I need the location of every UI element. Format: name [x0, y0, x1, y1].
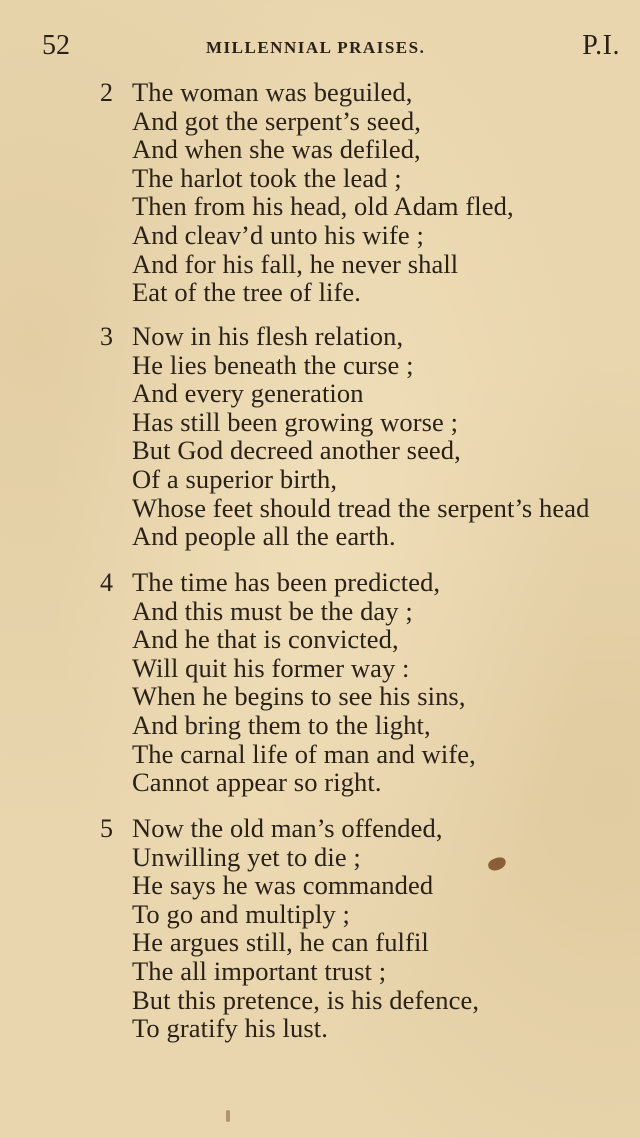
verse-line: And for his fall, he never shall: [132, 248, 459, 279]
verse-number: 3: [100, 322, 113, 351]
verse-line: Unwilling yet to die ;: [132, 841, 361, 872]
verse-line: Whose feet should tread the serpent’s head: [132, 492, 590, 523]
verse-line: And cleav’d unto his wife ;: [132, 219, 424, 250]
verse-number: 4: [100, 568, 113, 597]
stanza-lines: [132, 814, 479, 1043]
verse-line: The carnal life of man and wife,: [132, 738, 476, 769]
ink-blot: [487, 856, 507, 872]
verse-line: But God decreed another seed,: [132, 435, 461, 466]
verse-line: And people all the earth.: [132, 521, 396, 552]
verse-line: And bring them to the light,: [132, 709, 431, 740]
verse-line: The time has been predicted,: [132, 567, 441, 597]
page-header: [40, 30, 620, 64]
paper-mark: [226, 1110, 230, 1122]
verse-line: When he begins to see his sins,: [132, 681, 466, 712]
verse-line: To gratify his lust.: [132, 1013, 328, 1044]
verse-line: And got the serpent’s seed,: [132, 105, 421, 136]
verse-line: Now the old man’s offended,: [132, 813, 443, 843]
verse-line: Of a superior birth,: [132, 463, 338, 494]
verse-line: To go and multiply ;: [132, 898, 351, 929]
verse-line: He says he was commanded: [132, 870, 434, 901]
verse-line: Eat of the tree of life.: [132, 277, 362, 308]
verse-number: 2: [100, 78, 113, 107]
page-number: 52: [42, 30, 70, 61]
verse-line: Will quit his former way :: [132, 652, 410, 683]
verse-line: But this pretence, is his defence,: [132, 984, 480, 1015]
part-mark: P.I.: [582, 30, 620, 61]
stanza-lines: [132, 568, 476, 797]
verse-line: And when she was defiled,: [132, 134, 421, 165]
verse-line: The all important trust ;: [132, 955, 387, 986]
verse-number: 5: [100, 814, 113, 843]
stanza-lines: [132, 322, 589, 551]
verse-line: And every generation: [132, 378, 364, 409]
verse-line: He argues still, he can fulfil: [132, 927, 429, 958]
verse-line: The woman was beguiled,: [132, 77, 413, 107]
stanza-lines: [132, 78, 514, 307]
verse-line: Has still been growing worse ;: [132, 406, 459, 437]
verse-line: He lies beneath the curse ;: [132, 349, 414, 380]
verse-line: And this must be the day ;: [132, 595, 413, 626]
running-head: MILLENNIAL PRAISES.: [206, 38, 426, 57]
verse-line: And he that is convicted,: [132, 624, 399, 655]
verse-line: Then from his head, old Adam fled,: [132, 191, 514, 222]
verse-line: Cannot appear so right.: [132, 767, 382, 798]
verse-line: The harlot took the lead ;: [132, 162, 402, 193]
verse-line: Now in his flesh relation,: [132, 321, 404, 351]
